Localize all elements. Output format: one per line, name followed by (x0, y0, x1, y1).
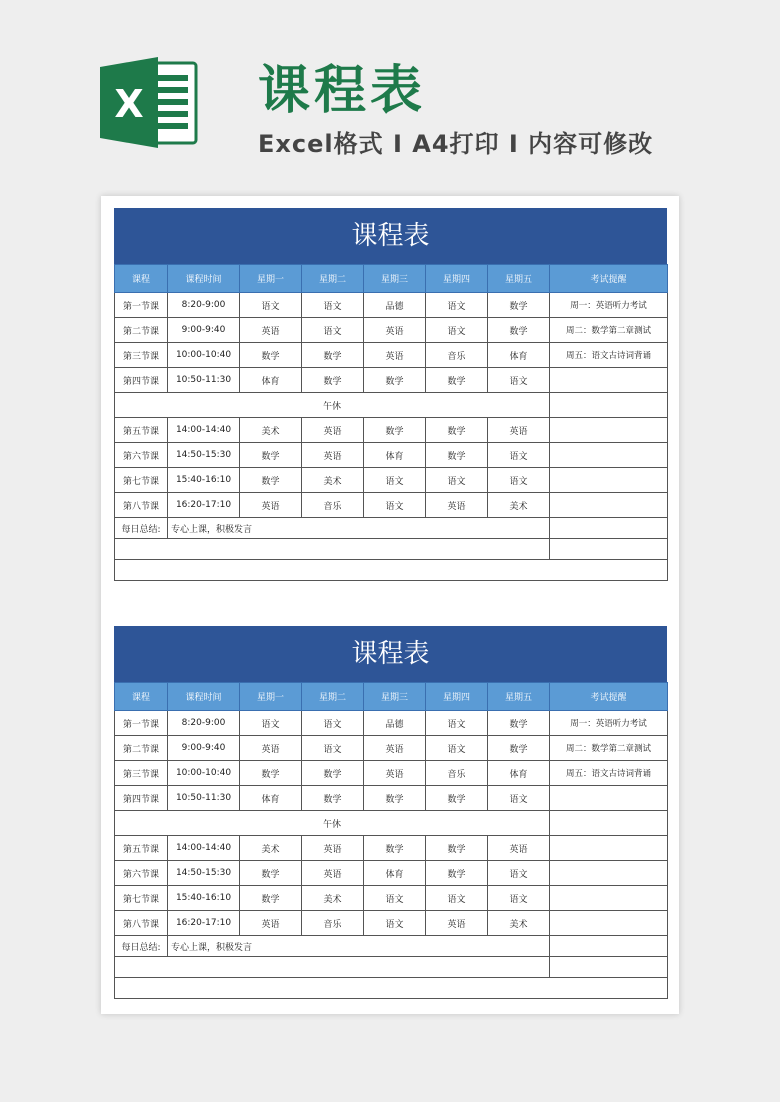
time-cell[interactable]: 9:00-9:40 (168, 736, 240, 761)
table-row (115, 861, 668, 886)
column-header: 课程时间 (168, 265, 240, 293)
exam-note-cell[interactable] (550, 936, 668, 957)
table-row (115, 318, 668, 343)
period-cell[interactable]: 第二节课 (115, 736, 168, 761)
exam-note-cell[interactable] (550, 861, 668, 886)
page-subtitle: Excel格式 I A4打印 I 内容可修改 (258, 130, 654, 158)
course-cell[interactable]: 体育 (488, 761, 550, 786)
course-cell[interactable]: 体育 (240, 368, 302, 393)
table-row (115, 911, 668, 936)
table-row (115, 711, 668, 736)
course-cell[interactable]: 数学 (240, 343, 302, 368)
course-cell[interactable]: 数学 (488, 736, 550, 761)
exam-note-cell[interactable] (550, 811, 668, 836)
period-cell[interactable]: 第三节课 (115, 761, 168, 786)
time-cell[interactable]: 10:50-11:30 (168, 368, 240, 393)
blank-cell[interactable] (115, 957, 550, 978)
blank-cell[interactable] (550, 957, 668, 978)
time-cell[interactable]: 14:00-14:40 (168, 418, 240, 443)
blank-row (115, 560, 668, 581)
course-cell[interactable]: 数学 (488, 711, 550, 736)
table-row (115, 836, 668, 861)
period-cell[interactable]: 第五节课 (115, 836, 168, 861)
course-cell[interactable]: 美术 (488, 493, 550, 518)
course-cell[interactable]: 数学 (240, 468, 302, 493)
course-cell[interactable]: 英语 (302, 443, 364, 468)
course-cell[interactable]: 品德 (364, 293, 426, 318)
exam-note-cell[interactable] (550, 443, 668, 468)
exam-note-cell[interactable]: 周五：语文古诗词背诵 (550, 761, 668, 786)
blank-row (115, 978, 668, 999)
course-cell[interactable]: 音乐 (426, 343, 488, 368)
course-cell[interactable]: 数学 (488, 293, 550, 318)
course-cell[interactable]: 语文 (426, 736, 488, 761)
course-cell[interactable]: 语文 (426, 468, 488, 493)
course-cell[interactable]: 体育 (488, 343, 550, 368)
course-cell[interactable]: 语文 (488, 861, 550, 886)
column-header: 课程时间 (168, 683, 240, 711)
course-cell[interactable]: 数学 (364, 418, 426, 443)
column-header: 星期三 (364, 683, 426, 711)
course-cell[interactable]: 语文 (488, 786, 550, 811)
table-row (115, 418, 668, 443)
course-cell[interactable]: 数学 (426, 786, 488, 811)
schedule-title: 课程表 (114, 626, 667, 682)
course-cell[interactable]: 美术 (302, 468, 364, 493)
excel-logo-icon (100, 55, 200, 150)
exam-note-cell[interactable]: 周一：英语听力考试 (550, 711, 668, 736)
course-cell[interactable]: 数学 (488, 318, 550, 343)
time-cell[interactable]: 16:20-17:10 (168, 911, 240, 936)
course-cell[interactable]: 音乐 (302, 493, 364, 518)
summary-row (115, 936, 668, 957)
course-cell[interactable]: 数学 (302, 368, 364, 393)
exam-note-cell[interactable] (550, 468, 668, 493)
schedule-grid (114, 682, 668, 999)
course-cell[interactable]: 音乐 (302, 911, 364, 936)
course-cell[interactable]: 语文 (240, 711, 302, 736)
course-cell[interactable]: 英语 (240, 736, 302, 761)
course-cell[interactable]: 数学 (426, 368, 488, 393)
time-cell[interactable]: 15:40-16:10 (168, 886, 240, 911)
period-cell[interactable]: 第四节课 (115, 368, 168, 393)
course-cell[interactable]: 语文 (488, 368, 550, 393)
course-cell[interactable]: 语文 (364, 468, 426, 493)
summary-text[interactable]: 专心上课，积极发言 (168, 518, 550, 539)
time-cell[interactable]: 14:50-15:30 (168, 443, 240, 468)
table-row (115, 468, 668, 493)
course-cell[interactable]: 英语 (364, 761, 426, 786)
column-header: 星期二 (302, 683, 364, 711)
column-header: 星期三 (364, 265, 426, 293)
course-cell[interactable]: 数学 (364, 836, 426, 861)
exam-note-cell[interactable]: 周二：数学第二章测试 (550, 736, 668, 761)
course-cell[interactable]: 语文 (302, 736, 364, 761)
period-cell[interactable]: 第八节课 (115, 911, 168, 936)
document-sheet (101, 196, 679, 1014)
schedule-table-1 (114, 208, 667, 581)
course-cell[interactable]: 语文 (426, 293, 488, 318)
course-cell[interactable]: 美术 (240, 418, 302, 443)
course-cell[interactable]: 语文 (302, 293, 364, 318)
schedule-grid (114, 264, 668, 581)
course-cell[interactable]: 英语 (302, 861, 364, 886)
column-header: 星期二 (302, 265, 364, 293)
course-cell[interactable]: 语文 (302, 711, 364, 736)
table-row (115, 786, 668, 811)
course-cell[interactable]: 英语 (364, 736, 426, 761)
time-cell[interactable]: 8:20-9:00 (168, 293, 240, 318)
course-cell[interactable]: 数学 (426, 861, 488, 886)
column-header: 课程 (115, 683, 168, 711)
period-cell[interactable]: 第四节课 (115, 786, 168, 811)
course-cell[interactable]: 数学 (426, 418, 488, 443)
period-cell[interactable]: 第七节课 (115, 886, 168, 911)
noon-break-cell[interactable]: 午休 (115, 393, 550, 418)
course-cell[interactable]: 音乐 (426, 761, 488, 786)
course-cell[interactable]: 英语 (302, 418, 364, 443)
column-header: 考试提醒 (550, 683, 668, 711)
course-cell[interactable]: 语文 (426, 711, 488, 736)
course-cell[interactable]: 语文 (364, 886, 426, 911)
table-row (115, 293, 668, 318)
page-header (0, 0, 780, 190)
time-cell[interactable]: 10:00-10:40 (168, 761, 240, 786)
course-cell[interactable]: 英语 (240, 318, 302, 343)
time-cell[interactable]: 8:20-9:00 (168, 711, 240, 736)
time-cell[interactable]: 14:00-14:40 (168, 836, 240, 861)
period-cell[interactable]: 第七节课 (115, 468, 168, 493)
course-cell[interactable]: 美术 (302, 886, 364, 911)
course-cell[interactable]: 语文 (364, 493, 426, 518)
noon-break-cell[interactable]: 午休 (115, 811, 550, 836)
column-header: 考试提醒 (550, 265, 668, 293)
blank-cell[interactable] (115, 539, 550, 560)
course-cell[interactable]: 数学 (240, 861, 302, 886)
course-cell[interactable]: 语文 (488, 468, 550, 493)
exam-note-cell[interactable] (550, 418, 668, 443)
course-cell[interactable]: 数学 (364, 786, 426, 811)
exam-note-cell[interactable] (550, 393, 668, 418)
exam-note-cell[interactable] (550, 518, 668, 539)
period-cell[interactable]: 第一节课 (115, 293, 168, 318)
course-cell[interactable]: 语文 (488, 886, 550, 911)
blank-row (115, 539, 668, 560)
table-row (115, 368, 668, 393)
course-cell[interactable]: 数学 (240, 443, 302, 468)
column-header: 课程 (115, 265, 168, 293)
exam-note-cell[interactable]: 周一：英语听力考试 (550, 293, 668, 318)
exam-note-cell[interactable]: 周二：数学第二章测试 (550, 318, 668, 343)
time-cell[interactable]: 10:50-11:30 (168, 786, 240, 811)
exam-note-cell[interactable] (550, 886, 668, 911)
period-cell[interactable]: 第六节课 (115, 443, 168, 468)
course-cell[interactable]: 体育 (364, 861, 426, 886)
page-title: 课程表 (258, 61, 427, 121)
course-cell[interactable]: 语文 (426, 318, 488, 343)
schedule-title: 课程表 (114, 208, 667, 264)
exam-note-cell[interactable] (550, 911, 668, 936)
course-cell[interactable]: 英语 (364, 318, 426, 343)
period-cell[interactable]: 第二节课 (115, 318, 168, 343)
exam-note-cell[interactable] (550, 493, 668, 518)
exam-note-cell[interactable] (550, 786, 668, 811)
exam-note-cell[interactable]: 周五：语文古诗词背诵 (550, 343, 668, 368)
course-cell[interactable]: 数学 (302, 343, 364, 368)
course-cell[interactable]: 美术 (488, 911, 550, 936)
course-cell[interactable]: 数学 (302, 786, 364, 811)
course-cell[interactable]: 数学 (426, 443, 488, 468)
period-cell[interactable]: 第八节课 (115, 493, 168, 518)
course-cell[interactable]: 英语 (488, 418, 550, 443)
table-row (115, 343, 668, 368)
time-cell[interactable]: 9:00-9:40 (168, 318, 240, 343)
course-cell[interactable]: 数学 (426, 836, 488, 861)
time-cell[interactable]: 15:40-16:10 (168, 468, 240, 493)
time-cell[interactable]: 16:20-17:10 (168, 493, 240, 518)
course-cell[interactable]: 数学 (240, 761, 302, 786)
table-row (115, 761, 668, 786)
course-cell[interactable]: 英语 (240, 911, 302, 936)
course-cell[interactable]: 体育 (364, 443, 426, 468)
course-cell[interactable]: 英语 (302, 836, 364, 861)
period-cell[interactable]: 第三节课 (115, 343, 168, 368)
course-cell[interactable]: 体育 (240, 786, 302, 811)
time-cell[interactable]: 10:00-10:40 (168, 343, 240, 368)
table-row (115, 443, 668, 468)
summary-row (115, 518, 668, 539)
summary-text[interactable]: 专心上课，积极发言 (168, 936, 550, 957)
column-header: 星期五 (488, 265, 550, 293)
period-cell[interactable]: 第一节课 (115, 711, 168, 736)
course-cell[interactable]: 语文 (426, 886, 488, 911)
course-cell[interactable]: 美术 (240, 836, 302, 861)
column-header: 星期四 (426, 683, 488, 711)
exam-note-cell[interactable] (550, 368, 668, 393)
table-row (115, 736, 668, 761)
course-cell[interactable]: 英语 (426, 493, 488, 518)
summary-label: 每日总结: (115, 936, 168, 957)
column-header: 星期五 (488, 683, 550, 711)
course-cell[interactable]: 数学 (240, 886, 302, 911)
table-row (115, 886, 668, 911)
course-cell[interactable]: 品德 (364, 711, 426, 736)
schedule-table-2 (114, 626, 667, 999)
svg-text:X: X (114, 82, 144, 126)
course-cell[interactable]: 英语 (240, 493, 302, 518)
course-cell[interactable]: 英语 (488, 836, 550, 861)
summary-label: 每日总结: (115, 518, 168, 539)
column-header: 星期四 (426, 265, 488, 293)
time-cell[interactable]: 14:50-15:30 (168, 861, 240, 886)
blank-cell[interactable] (550, 539, 668, 560)
course-cell[interactable]: 数学 (302, 761, 364, 786)
course-cell[interactable]: 英语 (364, 343, 426, 368)
table-row (115, 493, 668, 518)
period-cell[interactable]: 第六节课 (115, 861, 168, 886)
course-cell[interactable]: 语文 (488, 443, 550, 468)
blank-cell[interactable] (115, 560, 668, 581)
course-cell[interactable]: 数学 (364, 368, 426, 393)
course-cell[interactable]: 英语 (426, 911, 488, 936)
period-cell[interactable]: 第五节课 (115, 418, 168, 443)
course-cell[interactable]: 语文 (364, 911, 426, 936)
course-cell[interactable]: 语文 (302, 318, 364, 343)
header-row (115, 265, 668, 293)
header-row (115, 683, 668, 711)
noon-break-row (115, 811, 668, 836)
blank-cell[interactable] (115, 978, 668, 999)
blank-row (115, 957, 668, 978)
exam-note-cell[interactable] (550, 836, 668, 861)
noon-break-row (115, 393, 668, 418)
column-header: 星期一 (240, 683, 302, 711)
course-cell[interactable]: 语文 (240, 293, 302, 318)
column-header: 星期一 (240, 265, 302, 293)
